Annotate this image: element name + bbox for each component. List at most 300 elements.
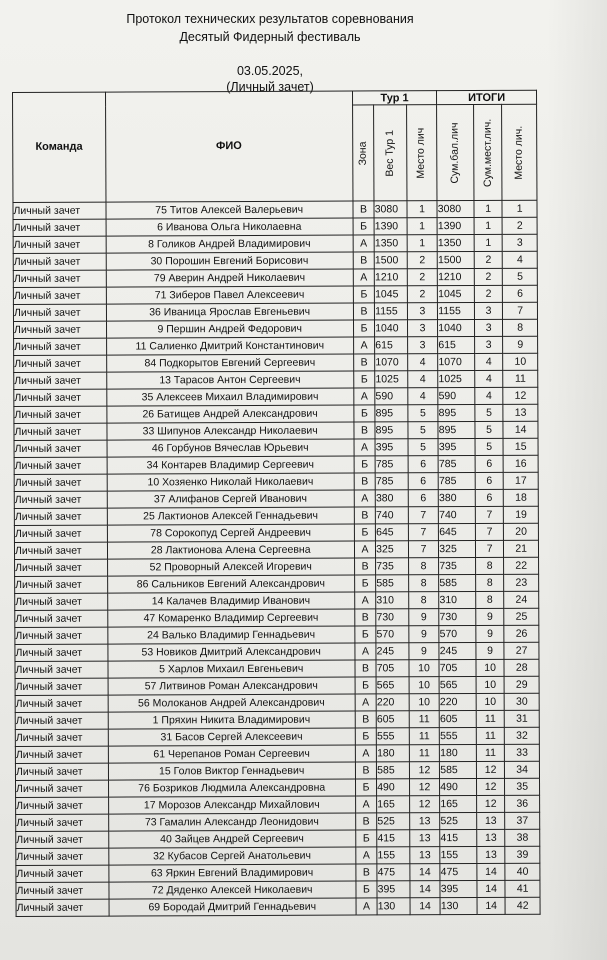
row-sum-places: 1 xyxy=(474,234,503,251)
row-team: Личный зачет xyxy=(14,440,107,457)
row-sum-places: 10 xyxy=(476,693,505,710)
row-sum-places: 8 xyxy=(476,591,505,608)
row-sum-places: 1 xyxy=(474,200,503,217)
row-team: Личный зачет xyxy=(16,882,109,899)
row-sum-points: 1025 xyxy=(438,370,475,387)
row-place: 2 xyxy=(407,252,438,269)
row-weight: 570 xyxy=(376,626,409,643)
row-final-place: 6 xyxy=(503,285,538,302)
row-sum-points: 395 xyxy=(438,438,475,455)
row-team: Личный зачет xyxy=(15,678,108,695)
row-weight: 220 xyxy=(376,694,409,711)
row-team: Личный зачет xyxy=(14,525,107,542)
row-sum-points: 220 xyxy=(439,693,476,710)
row-weight: 1210 xyxy=(374,269,407,286)
row-weight: 740 xyxy=(375,507,408,524)
row-sum-points: 325 xyxy=(439,540,476,557)
row-place: 3 xyxy=(407,303,438,320)
row-place: 2 xyxy=(407,286,438,303)
row-sum-places: 4 xyxy=(475,353,504,370)
row-place: 1 xyxy=(407,235,438,252)
row-final-place: 16 xyxy=(503,455,538,472)
row-weight: 1040 xyxy=(375,320,408,337)
row-fio: 35 Алексеев Михаил Владимирович xyxy=(106,388,353,406)
row-place: 3 xyxy=(407,337,438,354)
row-zone: В xyxy=(354,507,375,524)
row-sum-points: 740 xyxy=(439,506,476,523)
row-zone: В xyxy=(354,558,375,575)
row-weight: 380 xyxy=(375,490,408,507)
row-sum-points: 590 xyxy=(438,387,475,404)
header-sum-places xyxy=(473,104,502,200)
row-sum-places: 3 xyxy=(474,336,503,353)
row-zone: Б xyxy=(354,575,375,592)
row-fio: 56 Молоканов Андрей Александрович xyxy=(108,694,355,712)
row-zone: А xyxy=(354,388,375,405)
row-place: 4 xyxy=(408,388,439,405)
row-sum-points: 1070 xyxy=(438,353,475,370)
row-team: Личный зачет xyxy=(15,576,108,593)
row-sum-points: 615 xyxy=(438,336,475,353)
header-place xyxy=(406,105,437,201)
row-sum-places: 2 xyxy=(474,268,503,285)
row-zone: В xyxy=(353,201,374,218)
row-sum-places: 12 xyxy=(476,778,505,795)
row-final-place: 15 xyxy=(503,438,538,455)
row-fio: 13 Тарасов Антон Сергеевич xyxy=(106,371,353,389)
header-group-totals: ИТОГИ xyxy=(437,90,537,104)
row-fio: 37 Алифанов Сергей Иванович xyxy=(107,490,354,508)
row-place: 10 xyxy=(409,677,440,694)
event-date: 03.05.2025, xyxy=(236,64,304,78)
row-zone: В xyxy=(353,303,374,320)
row-sum-points: 525 xyxy=(440,812,477,829)
row-place: 7 xyxy=(408,507,439,524)
row-team: Личный зачет xyxy=(14,406,107,423)
row-final-place: 11 xyxy=(503,370,538,387)
row-place: 5 xyxy=(408,405,439,422)
row-zone: Б xyxy=(354,524,375,541)
row-final-place: 3 xyxy=(502,234,537,251)
row-zone: В xyxy=(354,473,375,490)
row-fio: 25 Лактионов Алексей Геннадьевич xyxy=(107,507,354,525)
row-place: 11 xyxy=(409,745,440,762)
row-team: Личный зачет xyxy=(13,236,106,253)
row-sum-points: 1155 xyxy=(438,302,475,319)
row-final-place: 8 xyxy=(503,319,538,336)
document-subtitle: (Личный зачет) xyxy=(226,80,314,94)
row-weight: 1025 xyxy=(375,371,408,388)
row-sum-places: 8 xyxy=(475,574,504,591)
event-name: Десятый Фидерный фестиваль xyxy=(179,30,361,44)
row-team: Личный зачет xyxy=(15,661,108,678)
row-sum-places: 6 xyxy=(475,472,504,489)
row-team: Личный зачет xyxy=(13,287,106,304)
row-final-place: 24 xyxy=(504,591,539,608)
row-final-place: 7 xyxy=(503,302,538,319)
row-sum-places: 3 xyxy=(474,319,503,336)
row-sum-places: 12 xyxy=(476,795,505,812)
row-final-place: 29 xyxy=(504,676,539,693)
row-zone: В xyxy=(353,252,374,269)
row-fio: 11 Салиенко Дмитрий Константинович xyxy=(106,337,353,355)
row-fio: 6 Иванова Ольга Николаевна xyxy=(106,218,353,236)
row-final-place: 21 xyxy=(504,540,539,557)
row-team: Личный зачет xyxy=(16,865,109,882)
row-sum-places: 4 xyxy=(475,370,504,387)
row-fio: 1 Пряхин Никита Владимирович xyxy=(108,711,355,729)
row-team: Личный зачет xyxy=(14,542,107,559)
row-zone: А xyxy=(355,796,376,813)
row-weight: 705 xyxy=(376,660,409,677)
row-sum-places: 14 xyxy=(477,897,506,914)
row-weight: 895 xyxy=(375,405,408,422)
table-row xyxy=(16,897,540,916)
row-team: Личный зачет xyxy=(15,746,108,763)
row-final-place: 22 xyxy=(504,557,539,574)
row-zone: Б xyxy=(354,371,375,388)
row-weight: 395 xyxy=(377,881,410,898)
header-team: Команда xyxy=(13,92,106,202)
row-weight: 180 xyxy=(377,745,410,762)
row-place: 4 xyxy=(407,354,438,371)
row-place: 4 xyxy=(407,371,438,388)
row-sum-places: 7 xyxy=(475,523,504,540)
row-fio: 46 Горбунов Вячеслав Юрьевич xyxy=(107,439,354,457)
row-weight: 565 xyxy=(376,677,409,694)
row-team: Личный зачет xyxy=(15,729,108,746)
row-place: 9 xyxy=(408,609,439,626)
row-sum-places: 13 xyxy=(477,846,506,863)
row-final-place: 25 xyxy=(504,608,539,625)
row-sum-points: 705 xyxy=(439,659,476,676)
row-fio: 30 Порошин Евгений Борисович xyxy=(106,252,353,270)
row-team: Личный зачет xyxy=(15,712,108,729)
row-sum-places: 9 xyxy=(476,625,505,642)
row-fio: 26 Батищев Андрей Александрович xyxy=(106,405,353,423)
row-weight: 310 xyxy=(376,592,409,609)
row-sum-places: 12 xyxy=(476,761,505,778)
row-zone: В xyxy=(353,354,374,371)
row-zone: Б xyxy=(353,286,374,303)
row-team: Личный зачет xyxy=(14,355,107,372)
row-place: 6 xyxy=(408,490,439,507)
row-zone: Б xyxy=(355,626,376,643)
row-fio: 79 Аверин Андрей Николаевич xyxy=(106,269,353,287)
row-team: Личный зачет xyxy=(16,780,109,797)
row-sum-places: 10 xyxy=(476,659,505,676)
row-sum-points: 1210 xyxy=(438,268,475,285)
row-weight: 395 xyxy=(375,439,408,456)
row-sum-places: 2 xyxy=(474,285,503,302)
row-place: 9 xyxy=(409,643,440,660)
row-fio: 34 Контарев Владимир Сергеевич xyxy=(107,456,354,474)
row-final-place: 30 xyxy=(504,693,539,710)
row-team: Личный зачет xyxy=(13,270,106,287)
row-place: 8 xyxy=(408,575,439,592)
row-fio: 73 Гамалин Александр Леонидович xyxy=(108,813,355,831)
header-place-label: Место лич xyxy=(415,127,428,179)
row-place: 8 xyxy=(408,592,439,609)
row-final-place: 17 xyxy=(504,472,539,489)
row-weight: 1070 xyxy=(375,354,408,371)
row-final-place: 5 xyxy=(503,268,538,285)
document-title: Протокол технических результатов соревнования xyxy=(126,12,414,26)
row-zone: Б xyxy=(356,830,377,847)
row-place: 13 xyxy=(410,847,441,864)
row-fio: 71 Зиберов Павел Алексеевич xyxy=(106,286,353,304)
row-zone: А xyxy=(354,541,375,558)
row-fio: 17 Морозов Александр Михайлович xyxy=(108,796,355,814)
row-place: 14 xyxy=(410,898,441,915)
row-sum-points: 475 xyxy=(440,863,477,880)
header-zone xyxy=(352,105,374,201)
row-fio: 33 Шипунов Александр Николаевич xyxy=(107,422,354,440)
row-weight: 1350 xyxy=(374,235,407,252)
row-sum-points: 570 xyxy=(439,625,476,642)
row-team: Личный зачет xyxy=(16,814,109,831)
row-final-place: 2 xyxy=(502,217,537,234)
row-fio: 52 Проворный Алексей Игоревич xyxy=(107,558,354,576)
row-sum-points: 585 xyxy=(440,761,477,778)
row-zone: А xyxy=(355,745,376,762)
row-weight: 130 xyxy=(377,898,410,915)
row-weight: 645 xyxy=(376,524,409,541)
row-sum-places: 6 xyxy=(475,489,504,506)
row-fio: 63 Яркин Евгений Владимирович xyxy=(108,864,355,882)
header-weight xyxy=(374,105,407,201)
row-sum-points: 310 xyxy=(439,591,476,608)
row-sum-places: 3 xyxy=(474,302,503,319)
row-sum-places: 11 xyxy=(476,744,505,761)
row-fio: 86 Сальников Евгений Александрович xyxy=(107,575,354,593)
row-weight: 555 xyxy=(376,728,409,745)
row-zone: Б xyxy=(355,779,376,796)
row-sum-points: 490 xyxy=(440,778,477,795)
row-sum-points: 895 xyxy=(438,404,475,421)
row-sum-points: 735 xyxy=(439,557,476,574)
row-fio: 57 Литвинов Роман Александрович xyxy=(108,677,355,695)
row-place: 5 xyxy=(408,439,439,456)
row-sum-points: 585 xyxy=(439,574,476,591)
row-final-place: 39 xyxy=(505,846,540,863)
row-place: 13 xyxy=(409,830,440,847)
row-final-place: 42 xyxy=(505,897,540,914)
row-team: Личный зачет xyxy=(15,559,108,576)
header-sum-points-label: Сум.бал.лич xyxy=(448,122,461,184)
row-fio: 5 Харлов Михаил Евгеньевич xyxy=(108,660,355,678)
row-zone: А xyxy=(354,439,375,456)
row-sum-places: 14 xyxy=(477,863,506,880)
row-weight: 1390 xyxy=(374,218,407,235)
row-zone: А xyxy=(355,643,376,660)
row-weight: 735 xyxy=(376,558,409,575)
row-final-place: 36 xyxy=(505,795,540,812)
row-fio: 31 Басов Сергей Алексеевич xyxy=(108,728,355,746)
row-weight: 1155 xyxy=(375,303,408,320)
row-sum-points: 130 xyxy=(440,897,477,914)
row-fio: 14 Калачев Владимир Иванович xyxy=(107,592,354,610)
row-zone: А xyxy=(353,337,374,354)
results-body xyxy=(13,200,540,916)
header-fio: ФИО xyxy=(105,91,353,202)
row-weight: 475 xyxy=(377,864,410,881)
row-sum-points: 1390 xyxy=(437,217,474,234)
row-sum-places: 4 xyxy=(475,387,504,404)
row-zone: Б xyxy=(353,218,374,235)
row-fio: 84 Подкорытов Евгений Сергеевич xyxy=(106,354,353,372)
row-fio: 10 Хозяенко Николай Николаевич xyxy=(107,473,354,491)
row-team: Личный зачет xyxy=(15,610,108,627)
row-zone: А xyxy=(356,847,377,864)
row-zone: А xyxy=(353,269,374,286)
row-final-place: 38 xyxy=(505,829,540,846)
row-zone: Б xyxy=(355,677,376,694)
row-sum-places: 2 xyxy=(474,251,503,268)
row-final-place: 10 xyxy=(503,353,538,370)
row-sum-points: 380 xyxy=(438,489,475,506)
row-place: 7 xyxy=(408,541,439,558)
row-place: 7 xyxy=(408,524,439,541)
row-fio: 78 Сорокопуд Сергей Андреевич xyxy=(107,524,354,542)
row-weight: 585 xyxy=(376,575,409,592)
row-final-place: 40 xyxy=(505,863,540,880)
row-final-place: 13 xyxy=(503,404,538,421)
row-place: 12 xyxy=(409,796,440,813)
row-zone: Б xyxy=(354,456,375,473)
row-weight: 245 xyxy=(376,643,409,660)
row-team: Личный зачет xyxy=(15,763,108,780)
row-fio: 76 Бозриков Людмила Александровна xyxy=(108,779,355,797)
row-team: Личный зачет xyxy=(14,389,107,406)
row-zone: В xyxy=(355,711,376,728)
row-sum-points: 785 xyxy=(438,472,475,489)
row-sum-points: 3080 xyxy=(437,200,474,217)
row-team: Личный зачет xyxy=(14,491,107,508)
row-zone: В xyxy=(355,813,376,830)
row-weight: 415 xyxy=(377,830,410,847)
row-final-place: 35 xyxy=(505,778,540,795)
row-zone: А xyxy=(354,592,375,609)
row-weight: 785 xyxy=(375,456,408,473)
page-shadow xyxy=(547,0,607,960)
row-sum-places: 1 xyxy=(474,217,503,234)
row-sum-places: 6 xyxy=(475,455,504,472)
row-sum-points: 180 xyxy=(440,744,477,761)
row-team: Личный зачет xyxy=(16,848,109,865)
row-sum-points: 415 xyxy=(440,829,477,846)
row-sum-places: 5 xyxy=(475,421,504,438)
row-fio: 75 Титов Алексей Валерьевич xyxy=(106,201,353,219)
row-team: Личный зачет xyxy=(14,423,107,440)
row-team: Личный зачет xyxy=(13,304,106,321)
row-final-place: 12 xyxy=(503,387,538,404)
results-table xyxy=(12,90,541,917)
row-fio: 8 Голиков Андрей Владимирович xyxy=(106,235,353,253)
row-weight: 590 xyxy=(375,388,408,405)
row-team: Личный зачет xyxy=(13,253,106,270)
row-weight: 1500 xyxy=(374,252,407,269)
row-sum-places: 7 xyxy=(475,540,504,557)
header-group-tour: Тур 1 xyxy=(352,91,436,105)
row-zone: Б xyxy=(356,881,377,898)
row-team: Личный зачет xyxy=(15,644,108,661)
row-place: 1 xyxy=(407,201,438,218)
row-zone: А xyxy=(356,898,377,915)
row-weight: 3080 xyxy=(374,201,407,218)
row-place: 6 xyxy=(408,473,439,490)
row-fio: 53 Новиков Дмитрий Александрович xyxy=(107,643,354,661)
row-weight: 785 xyxy=(375,473,408,490)
row-zone: Б xyxy=(353,320,374,337)
row-weight: 895 xyxy=(375,422,408,439)
row-final-place: 23 xyxy=(504,574,539,591)
row-team: Личный зачет xyxy=(15,627,108,644)
row-place: 11 xyxy=(409,711,440,728)
row-zone: Б xyxy=(354,405,375,422)
row-team: Личный зачет xyxy=(14,457,107,474)
row-place: 10 xyxy=(409,660,440,677)
row-fio: 72 Дяденко Алексей Николаевич xyxy=(109,881,356,899)
row-weight: 325 xyxy=(376,541,409,558)
row-final-place: 41 xyxy=(505,880,540,897)
row-fio: 61 Черепанов Роман Сергеевич xyxy=(108,745,355,763)
row-sum-points: 1350 xyxy=(437,234,474,251)
row-final-place: 19 xyxy=(504,506,539,523)
row-weight: 730 xyxy=(376,609,409,626)
row-place: 9 xyxy=(409,626,440,643)
row-team: Личный зачет xyxy=(13,202,106,219)
row-final-place: 14 xyxy=(503,421,538,438)
row-place: 11 xyxy=(409,728,440,745)
row-sum-points: 395 xyxy=(440,880,477,897)
row-place: 13 xyxy=(409,813,440,830)
row-zone: В xyxy=(355,762,376,779)
row-place: 12 xyxy=(409,762,440,779)
row-place: 14 xyxy=(410,881,441,898)
row-zone: В xyxy=(356,864,377,881)
row-final-place: 33 xyxy=(505,744,540,761)
row-weight: 155 xyxy=(377,847,410,864)
header-sum-places-label: Сум.мест.лич. xyxy=(481,118,494,187)
row-final-place: 4 xyxy=(503,251,538,268)
row-place: 5 xyxy=(408,422,439,439)
row-sum-points: 1500 xyxy=(437,251,474,268)
row-zone: Б xyxy=(355,728,376,745)
row-final-place: 1 xyxy=(502,200,537,217)
row-sum-points: 645 xyxy=(439,523,476,540)
row-final-place: 32 xyxy=(505,727,540,744)
row-zone: В xyxy=(355,609,376,626)
row-sum-places: 8 xyxy=(475,557,504,574)
row-team: Личный зачет xyxy=(16,797,109,814)
row-fio: 36 Иваница Ярослав Евгеньевич xyxy=(106,303,353,321)
row-sum-points: 1040 xyxy=(438,319,475,336)
row-weight: 605 xyxy=(376,711,409,728)
row-sum-places: 5 xyxy=(475,404,504,421)
row-team: Личный зачет xyxy=(16,831,109,848)
row-sum-points: 565 xyxy=(439,676,476,693)
row-team: Личный зачет xyxy=(14,372,107,389)
row-sum-points: 730 xyxy=(439,608,476,625)
row-place: 12 xyxy=(409,779,440,796)
row-sum-places: 13 xyxy=(477,812,506,829)
row-weight: 490 xyxy=(377,779,410,796)
row-final-place: 20 xyxy=(504,523,539,540)
row-sum-places: 11 xyxy=(476,727,505,744)
row-fio: 69 Бородай Дмитрий Геннадьевич xyxy=(109,898,356,916)
row-place: 6 xyxy=(408,456,439,473)
